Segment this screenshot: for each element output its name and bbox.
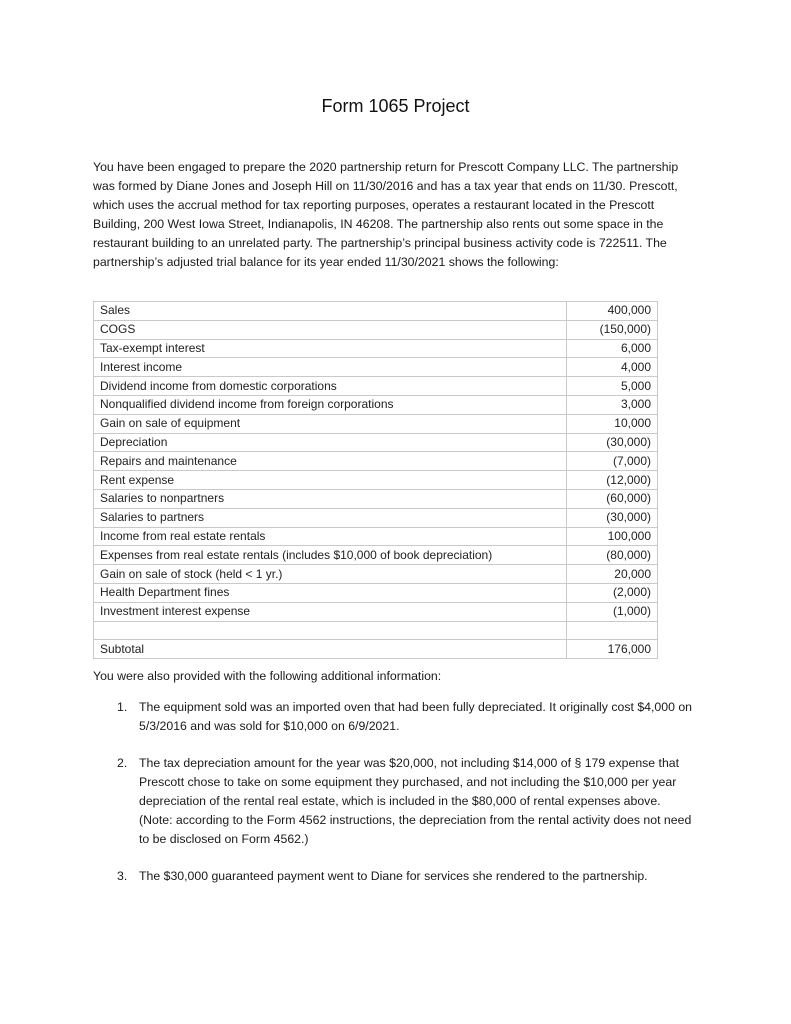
table-row	[94, 320, 658, 339]
account-label: Gain on sale of stock (held < 1 yr.)	[94, 565, 567, 584]
table-row	[94, 508, 658, 527]
trial-balance-table	[93, 301, 658, 659]
subtotal-row	[94, 640, 658, 659]
account-amount: 400,000	[567, 302, 658, 321]
table-row	[94, 489, 658, 508]
list-item	[93, 867, 693, 886]
account-label: Investment interest expense	[94, 602, 567, 621]
account-label: Tax-exempt interest	[94, 339, 567, 358]
account-amount: (1,000)	[567, 602, 658, 621]
account-label: Interest income	[94, 358, 567, 377]
account-label: Sales	[94, 302, 567, 321]
account-amount: (30,000)	[567, 508, 658, 527]
list-item-number: 1.	[117, 700, 128, 714]
account-label: Repairs and maintenance	[94, 452, 567, 471]
table-row	[94, 433, 658, 452]
account-amount: (2,000)	[567, 583, 658, 602]
table-row	[94, 377, 658, 396]
table-row	[94, 602, 658, 621]
account-label: Expenses from real estate rentals (includes $10,000 of book depreciation)	[94, 546, 567, 565]
account-label: Salaries to nonpartners	[94, 489, 567, 508]
account-amount: (12,000)	[567, 471, 658, 490]
table-row	[94, 302, 658, 321]
account-label: Dividend income from domestic corporations	[94, 377, 567, 396]
list-item	[93, 754, 693, 849]
table-row	[94, 339, 658, 358]
account-amount	[567, 621, 658, 640]
additional-info-list	[93, 698, 693, 904]
table-row	[94, 452, 658, 471]
account-amount: 6,000	[567, 339, 658, 358]
table-row	[94, 546, 658, 565]
table-row	[94, 414, 658, 433]
table-row	[94, 471, 658, 490]
list-item-text: The $30,000 guaranteed payment went to Diane for services she rendered to the partnership.	[139, 869, 648, 883]
account-label	[94, 621, 567, 640]
account-amount: (60,000)	[567, 489, 658, 508]
table-row	[94, 565, 658, 584]
account-amount: 20,000	[567, 565, 658, 584]
account-amount: 5,000	[567, 377, 658, 396]
account-label: Rent expense	[94, 471, 567, 490]
list-item	[93, 698, 693, 736]
account-label: COGS	[94, 320, 567, 339]
document-title: Form 1065 Project	[321, 96, 470, 116]
table-row	[94, 527, 658, 546]
table-row	[94, 358, 658, 377]
list-item-text: The tax depreciation amount for the year was $20,000, not including $14,000 of § 179 expense that Prescott chose to take on some equipment they purchased, and not including the $10,000 per year depreciation of the rental real estate, which is included in the $80,000 of rental expenses above. (Note: according to the Form 4562 instructions, the depreciation from the rental activity does not need to be disclosed on Form 4562.)	[139, 756, 692, 846]
additional-info-heading: You were also provided with the following additional information:	[93, 669, 442, 683]
intro-paragraph: You have been engaged to prepare the 2020 partnership return for Prescott Company LLC. The partnership was formed by Diane Jones and Joseph Hill on 11/30/2016 and has a tax year that ends on 11/30. Prescott, which uses the accrual method for tax reporting purposes, operates a restaurant located in the Prescott Building, 200 West Iowa Street, Indianapolis, IN 46208. The partnership also rents out some space in the restaurant building to an unrelated party. The partnership’s principal business activity code is 722511. The partnership’s adjusted trial balance for its year ended 11/30/2021 shows the following:	[93, 160, 679, 269]
table-row	[94, 583, 658, 602]
account-amount: (80,000)	[567, 546, 658, 565]
account-label: Nonqualified dividend income from foreign corporations	[94, 395, 567, 414]
account-amount: 100,000	[567, 527, 658, 546]
account-label: Gain on sale of equipment	[94, 414, 567, 433]
account-label: Health Department fines	[94, 583, 567, 602]
blank-row	[94, 621, 658, 640]
account-amount: (30,000)	[567, 433, 658, 452]
account-label: Salaries to partners	[94, 508, 567, 527]
account-label: Income from real estate rentals	[94, 527, 567, 546]
account-amount: 3,000	[567, 395, 658, 414]
table-row	[94, 395, 658, 414]
list-item-number: 2.	[117, 756, 128, 770]
account-label: Depreciation	[94, 433, 567, 452]
account-amount: 176,000	[567, 640, 658, 659]
trial-balance-body	[94, 302, 658, 659]
account-label: Subtotal	[94, 640, 567, 659]
list-item-number: 3.	[117, 869, 128, 883]
account-amount: 4,000	[567, 358, 658, 377]
account-amount: 10,000	[567, 414, 658, 433]
account-amount: (150,000)	[567, 320, 658, 339]
account-amount: (7,000)	[567, 452, 658, 471]
list-item-text: The equipment sold was an imported oven that had been fully depreciated. It originally cost $4,000 on 5/3/2016 and was sold for $10,000 on 6/9/2021.	[139, 700, 693, 733]
